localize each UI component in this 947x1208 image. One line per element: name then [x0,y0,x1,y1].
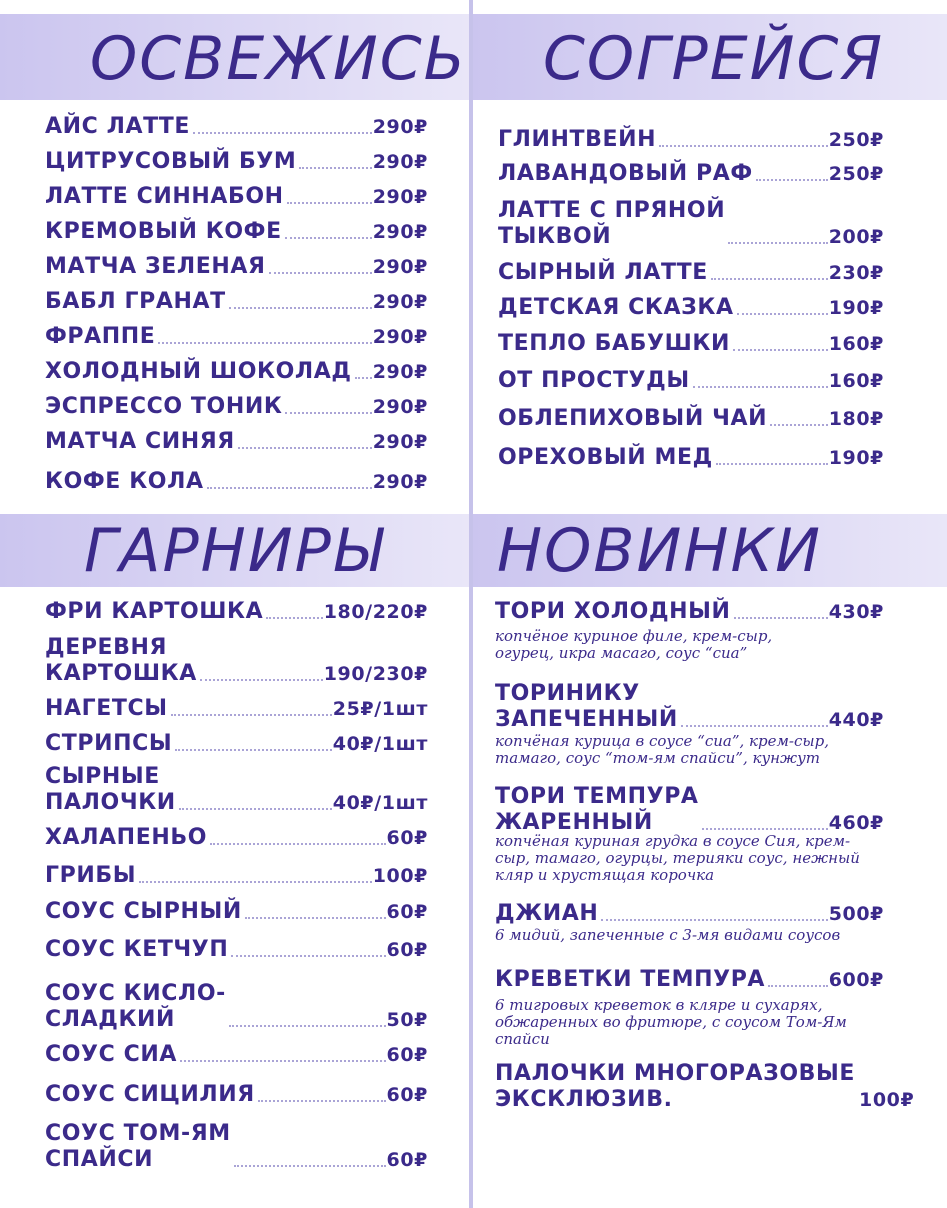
item-description-line: копчёная куриная грудка в соусе Сия, крем- [495,832,851,850]
dot-leader [693,386,828,388]
item-price: 290₽ [372,431,428,453]
item-name: КРЕМОВЫЙ КОФЕ [45,219,282,244]
section-title-warm: СОГРЕЙСЯ [543,24,885,94]
item-price: 200₽ [828,226,884,248]
dot-leader [210,843,386,845]
menu-item [45,469,428,495]
item-price: 290₽ [372,221,428,243]
item-name-line: СОУС КИСЛО- [45,981,226,1006]
item-name: СОУС КЕТЧУП [45,937,229,962]
menu-item [498,295,884,321]
item-price: 290₽ [372,361,428,383]
menu-item [45,114,428,140]
menu-item [498,198,884,250]
item-description [495,833,860,884]
item-price: 60₽ [386,827,428,849]
menu-item [498,406,884,432]
menu-item [45,219,428,245]
menu-item [495,1061,915,1113]
item-name: ФРИ КАРТОШКА [45,599,264,624]
dot-leader [728,242,828,244]
dot-leader [158,342,371,344]
item-name: ХАЛАПЕНЬО [45,825,208,850]
item-name: ОРЕХОВЫЙ МЕД [498,445,713,470]
item-name: ОБЛЕПИХОВЫЙ ЧАЙ [498,406,768,431]
item-price: 180/220₽ [323,601,428,623]
item-price: 290₽ [372,471,428,493]
dot-leader [702,828,828,830]
menu-item [45,825,428,851]
dot-leader [231,955,385,957]
item-price: 250₽ [828,163,884,185]
item-price: 40₽/1шт [332,733,428,755]
menu-item [45,635,428,687]
item-name: МАТЧА СИНЯЯ [45,429,235,454]
item-name: ЭСПРЕССО ТОНИК [45,394,283,419]
item-name-line: ТЫКВОЙ [498,224,612,249]
menu-item [45,696,428,722]
dot-leader [269,272,372,274]
item-description-line: обжаренных во фритюре, с соусом Том-Ям [495,1013,847,1031]
item-name [45,1121,231,1173]
item-price: 290₽ [372,116,428,138]
item-price: 60₽ [386,1084,428,1106]
dot-leader [266,617,322,619]
item-price: 40₽/1шт [332,792,428,814]
item-price: 290₽ [372,291,428,313]
dot-leader [171,714,332,716]
item-name: ТЕПЛО БАБУШКИ [498,331,730,356]
menu-item [45,937,428,963]
dot-leader [601,919,827,921]
item-name-line: ЛАТТЕ С ПРЯНОЙ [498,198,726,223]
item-name [45,764,176,816]
menu-item [498,331,884,357]
item-price: 290₽ [372,396,428,418]
item-name: КРЕВЕТКИ ТЕМПУРА [495,967,766,992]
item-description-line: копчёная курица в соусе “сиа”, крем-сыр, [495,732,829,750]
menu-item [45,394,428,420]
dot-leader [175,749,332,751]
item-name: ГРИБЫ [45,863,137,888]
dot-leader [355,377,372,379]
item-price: 190₽ [828,447,884,469]
item-name: КОФЕ КОЛА [45,469,204,494]
menu-item [45,899,428,925]
menu-item [45,599,428,625]
item-name: СОУС СИЦИЛИЯ [45,1082,255,1107]
item-name-line: СЫРНЫЕ [45,764,160,789]
item-description [495,997,847,1048]
item-price: 500₽ [828,903,884,925]
item-name-line: ДЕРЕВНЯ [45,635,168,660]
dot-leader [737,313,828,315]
menu-item [45,1042,428,1068]
item-description-line: кляр и хрустящая корочка [495,866,715,884]
item-price: 160₽ [828,333,884,355]
item-name-line: ПАЛОЧКИ [45,790,176,815]
dot-leader [768,985,828,987]
dot-leader [733,349,828,351]
item-price: 290₽ [372,151,428,173]
dot-leader [238,447,372,449]
item-description [495,733,829,767]
menu-item [498,127,884,153]
menu-item [498,161,884,187]
dot-leader [179,808,332,810]
dot-leader [234,1165,386,1167]
item-price: 290₽ [372,256,428,278]
menu-item [45,764,428,816]
dot-leader [734,617,828,619]
dot-leader [207,487,372,489]
item-description-line: спайси [495,1030,550,1048]
dot-leader [200,679,323,681]
item-price: 290₽ [372,186,428,208]
dot-leader [681,725,828,727]
item-name-line: СПАЙСИ [45,1147,154,1172]
section-title-new: НОВИНКИ [497,516,822,586]
dot-leader [139,881,372,883]
dot-leader [258,1100,386,1102]
item-price: 160₽ [828,370,884,392]
item-price: 60₽ [386,939,428,961]
menu-item [45,254,428,280]
item-description [495,628,772,662]
item-price: 250₽ [828,129,884,151]
item-name [45,635,197,687]
dot-leader [193,132,372,134]
section-banner-refresh [0,14,469,100]
dot-leader [287,202,372,204]
menu-item [45,731,428,757]
section-banner-new [473,514,947,587]
item-name-line: ТОРИНИКУ [495,681,640,706]
item-name: СЫРНЫЙ ЛАТТЕ [498,260,708,285]
item-name-line: ТОРИ ТЕМПУРА [495,784,699,809]
item-name: НАГЕТСЫ [45,696,168,721]
dot-leader [770,424,828,426]
item-description-line: 6 тигровых креветок в кляре и сухарях, [495,996,823,1014]
item-name [495,681,678,733]
dot-leader [229,1025,386,1027]
item-price: 190/230₽ [323,663,428,685]
item-description-line: копчёное куриное филе, крем-сыр, [495,627,773,645]
item-name-line: СОУС ТОМ-ЯМ [45,1121,231,1146]
item-name: ТОРИ ХОЛОДНЫЙ [495,599,731,624]
dot-leader [659,145,828,147]
item-price: 180₽ [828,408,884,430]
item-name: АЙС ЛАТТЕ [45,114,190,139]
item-price: 190₽ [828,297,884,319]
item-price: 440₽ [828,709,884,731]
dot-leader [285,412,371,414]
menu-item [45,1121,428,1173]
dot-leader [756,179,828,181]
menu-item [45,289,428,315]
item-name [495,1061,855,1113]
item-price: 600₽ [828,969,884,991]
dot-leader [299,167,371,169]
item-name [495,784,699,836]
item-price: 100₽ [372,865,428,887]
item-description [495,927,840,944]
dot-leader [716,463,828,465]
dot-leader [711,278,828,280]
column-divider [469,0,473,1208]
item-price: 50₽ [386,1009,428,1031]
item-price: 60₽ [386,1149,428,1171]
item-price: 100₽ [859,1089,915,1111]
item-name-line: ЗАПЕЧЕННЫЙ [495,707,678,732]
item-price: 25₽/1шт [332,698,428,720]
item-name-line: КАРТОШКА [45,661,197,686]
item-description-line: 6 мидий, запеченные с 3-мя видами соусов [495,926,841,944]
item-name-line: СЛАДКИЙ [45,1007,176,1032]
dot-leader [229,307,372,309]
item-name-line: ЭКСКЛЮЗИВ. [495,1087,673,1112]
menu-item [498,368,884,394]
item-price: 60₽ [386,1044,428,1066]
item-name: ДЕТСКАЯ СКАЗКА [498,295,734,320]
item-name-line: ЖАРЕННЫЙ [495,810,653,835]
item-name: ГЛИНТВЕЙН [498,127,657,152]
item-price: 290₽ [372,326,428,348]
item-name-line: ПАЛОЧКИ МНОГОРАЗОВЫЕ [495,1061,856,1086]
item-name: ХОЛОДНЫЙ ШОКОЛАД [45,359,352,384]
item-price: 60₽ [386,901,428,923]
dot-leader [180,1060,386,1062]
menu-item [498,445,884,471]
section-title-refresh: ОСВЕЖИСЬ [90,24,467,94]
item-name [498,198,725,250]
item-price: 230₽ [828,262,884,284]
menu-item [495,901,884,927]
item-name: ЛАВАНДОВЫЙ РАФ [498,161,753,186]
item-name: МАТЧА ЗЕЛЕНАЯ [45,254,266,279]
section-banner-warm [473,14,947,100]
menu-item [45,359,428,385]
item-name: ЦИТРУСОВЫЙ БУМ [45,149,297,174]
item-name: ОТ ПРОСТУДЫ [498,368,690,393]
item-name [45,981,226,1033]
menu-item [495,967,884,993]
item-name: ФРАППЕ [45,324,156,349]
section-banner-garnish [0,514,469,587]
dot-leader [285,237,372,239]
item-name: СОУС СЫРНЫЙ [45,899,242,924]
item-description-line: тамаго, соус “том-ям спайси”, кунжут [495,749,821,767]
menu-item [495,599,884,625]
item-description-line: огурец, икра масаго, соус “сиа” [495,644,748,662]
section-title-garnish: ГАРНИРЫ [84,516,384,586]
item-name: СТРИПСЫ [45,731,173,756]
menu-item [45,149,428,175]
item-name: ЛАТТЕ СИННАБОН [45,184,284,209]
item-price: 430₽ [828,601,884,623]
menu-item [45,863,428,889]
item-name: ДЖИАН [495,901,599,926]
menu-item [45,1082,428,1108]
item-price: 460₽ [828,812,884,834]
menu-item [45,324,428,350]
menu-item [45,429,428,455]
item-name: БАБЛ ГРАНАТ [45,289,226,314]
menu-item [498,260,884,286]
menu-item [45,981,428,1033]
dot-leader [245,917,386,919]
item-description-line: сыр, тамаго, огурцы, терияки соус, нежный [495,849,860,867]
menu-item [495,681,884,733]
menu-item [45,184,428,210]
item-name: СОУС СИА [45,1042,177,1067]
menu-item [495,784,884,836]
